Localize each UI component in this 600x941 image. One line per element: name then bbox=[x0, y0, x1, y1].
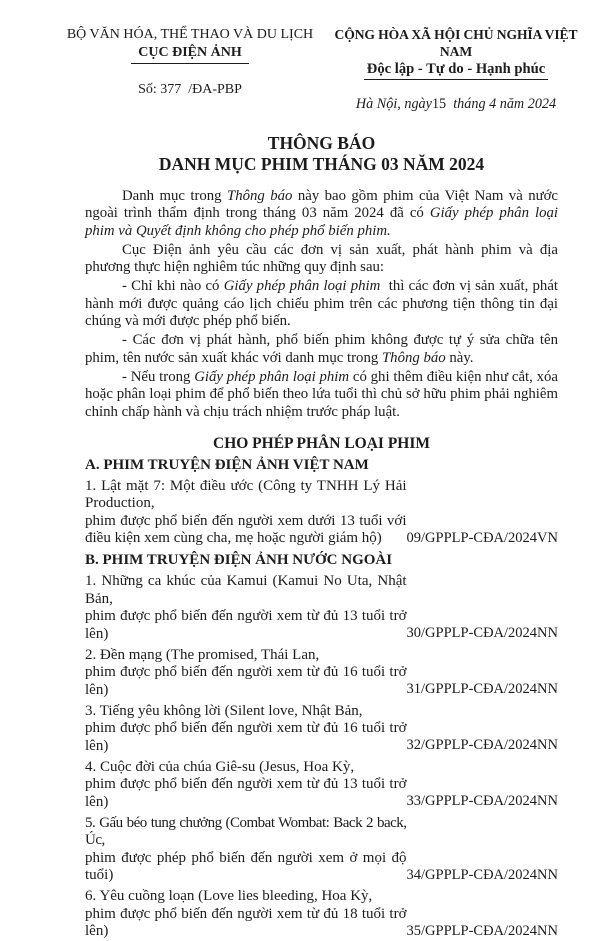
body-paragraph: Danh mục trong Thông báo này bao gồm phim của Việt Nam và nước ngoài trình thẩm định trong tháng 03 năm 2024 đã có Giấy phép phân loại phim và Quyết định không cho phép phổ biến phim. bbox=[85, 188, 562, 239]
film-classification: phim được phổ biến đến người xem từ đủ 13 tuổi trở lên) bbox=[85, 608, 407, 642]
film-item bbox=[85, 573, 558, 643]
film-item bbox=[85, 647, 558, 700]
film-text bbox=[85, 815, 407, 885]
document-number: Số: 377 /ĐA-PBP bbox=[138, 82, 242, 97]
organization-name: CỤC ĐIỆN ẢNH bbox=[131, 45, 248, 64]
film-text bbox=[85, 573, 407, 643]
film-text bbox=[85, 759, 407, 812]
section-b-heading: B. PHIM TRUYỆN ĐIỆN ẢNH NƯỚC NGOÀI bbox=[85, 552, 393, 569]
film-item bbox=[85, 759, 558, 812]
place-and-date: Hà Nội, ngày15 tháng 4 năm 2024 bbox=[355, 96, 557, 112]
national-motto-line1: CỘNG HÒA XÃ HỘI CHỦ NGHĨA VIỆT NAM bbox=[334, 27, 578, 59]
film-license-number: 09/GPPLP-CĐA/2024VN bbox=[406, 529, 558, 546]
film-title: 3. Tiếng yêu không lời (Silent love, Nhật Bản, bbox=[85, 702, 363, 719]
film-text bbox=[85, 888, 407, 941]
national-motto-line2: Độc lập - Tự do - Hạnh phúc bbox=[364, 61, 548, 80]
film-classification: phim được phổ biến đến người xem từ đủ 16 tuổi trở lên) bbox=[85, 664, 407, 698]
film-text bbox=[85, 647, 407, 700]
film-classification: phim được phổ biến đến người xem từ đủ 16 tuổi trở lên) bbox=[85, 720, 407, 754]
body-paragraph: - Chỉ khi nào có Giấy phép phân loại phim thì các đơn vị sản xuất, phát hành mới được quảng cáo lịch chiếu phim trên các phương tiện thông tin đại chúng và mới được phép phổ biến. bbox=[85, 278, 562, 330]
document-title-line1: THÔNG BÁO bbox=[267, 133, 376, 153]
film-classification: phim được phổ biến đến người xem từ đủ 13 tuổi trở lên) bbox=[85, 776, 407, 810]
film-license-number: 31/GPPLP-CĐA/2024NN bbox=[406, 681, 558, 698]
film-item bbox=[85, 703, 558, 756]
document-content bbox=[0, 133, 600, 941]
film-license-number: 32/GPPLP-CĐA/2024NN bbox=[406, 737, 558, 754]
film-title: 6. Yêu cuồng loạn (Love lies bleeding, Hoa Kỳ, bbox=[85, 888, 373, 905]
film-classification: phim được phép phổ biến đến người xem ở mọi độ tuổi) bbox=[85, 849, 407, 884]
film-classification: phim được phổ biến đến người xem dưới 13 tuổi với điều kiện xem cùng cha, mẹ hoặc người giám hộ) bbox=[85, 512, 407, 547]
national-header-block bbox=[330, 26, 582, 113]
parent-organization: BỘ VĂN HÓA, THỂ THAO VÀ DU LỊCH bbox=[66, 27, 314, 42]
body-paragraph: Cục Điện ảnh yêu cầu các đơn vị sản xuất, phát hành phim và địa phương thực hiện nghiêm túc những quy định sau: bbox=[85, 241, 562, 276]
body-paragraph: - Các đơn vị phát hành, phổ biến phim không được tự ý sửa chữa tên phim, tên nước sản xuất khác với danh mục trong Thông báo này. bbox=[85, 332, 562, 366]
film-title: 1. Những ca khúc của Kamui (Kamui No Uta, Nhật Bản, bbox=[85, 573, 407, 607]
document-title-line2: DANH MỤC PHIM THÁNG 03 NĂM 2024 bbox=[158, 154, 485, 174]
film-license-number: 33/GPPLP-CĐA/2024NN bbox=[406, 793, 558, 810]
film-item bbox=[85, 478, 558, 548]
section-a-heading: A. PHIM TRUYỆN ĐIỆN ẢNH VIỆT NAM bbox=[85, 456, 369, 473]
film-text bbox=[85, 478, 407, 548]
document-title bbox=[85, 133, 558, 175]
film-license-number: 34/GPPLP-CĐA/2024NN bbox=[406, 866, 558, 883]
body-paragraph: - Nếu trong Giấy phép phân loại phim có ghi thêm điều kiện như cắt, xóa hoặc phân loại phim để phổ biến theo lứa tuổi thì chủ sở hữu phim phải nghiêm chỉnh chấp hành và chịu trách nhiệm trước pháp luật. bbox=[85, 368, 562, 420]
film-license-number: 35/GPPLP-CĐA/2024NN bbox=[406, 922, 558, 939]
film-title: 4. Cuộc đời của chúa Giê-su (Jesus, Hoa Kỳ, bbox=[85, 758, 355, 775]
film-title: 1. Lật mặt 7: Một điều ước (Công ty TNHH Lý Hải Production, bbox=[85, 477, 407, 512]
permit-section-heading: CHO PHÉP PHÂN LOẠI PHIM bbox=[213, 434, 430, 452]
film-item bbox=[85, 888, 558, 941]
film-text bbox=[85, 703, 407, 756]
film-title: 2. Đền mạng (The promised, Thái Lan, bbox=[85, 646, 320, 663]
film-classification: phim được phổ biến đến người xem từ đủ 18 tuổi trở lên) bbox=[85, 905, 407, 940]
issuer-block bbox=[50, 26, 330, 113]
national-motto-line2-wrap bbox=[330, 60, 582, 80]
organization-name-wrap bbox=[50, 43, 330, 64]
film-item bbox=[85, 815, 558, 885]
film-license-number: 30/GPPLP-CĐA/2024NN bbox=[406, 625, 558, 642]
film-title: 5. Gấu béo tung chưởng (Combat Wombat: Back 2 back, Úc, bbox=[85, 814, 407, 849]
document-header bbox=[0, 26, 600, 113]
